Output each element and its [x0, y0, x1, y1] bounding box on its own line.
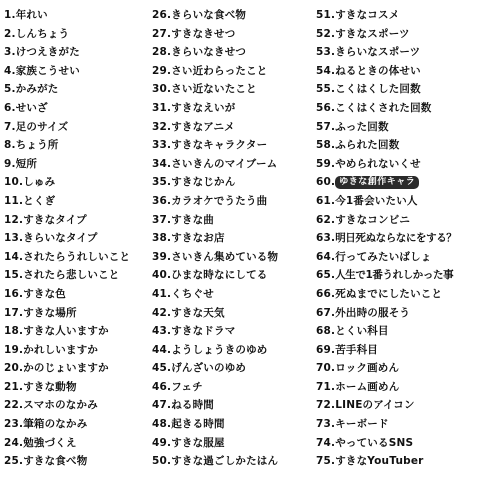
item-number: 22.	[4, 399, 24, 412]
item-text: きらいなタイプ	[23, 232, 98, 245]
item-number: 51.	[316, 9, 336, 21]
item-text: 年れい	[15, 9, 48, 21]
item-number: 9.	[4, 157, 16, 170]
item-text: 今1番会いたい人	[335, 194, 418, 207]
item-text: こくはくした回数	[335, 83, 421, 96]
list-item	[316, 192, 480, 211]
item-number: 14.	[4, 250, 24, 263]
item-number: 8.	[4, 139, 16, 152]
list-item	[152, 229, 314, 248]
list-item	[316, 415, 480, 434]
item-text: ねる時間	[171, 399, 215, 412]
item-text: すきな過ごしかたはん	[171, 455, 279, 468]
list-item	[152, 80, 314, 99]
item-number: 60.	[316, 176, 336, 189]
list-item	[4, 248, 150, 267]
item-text: とくぎ	[23, 194, 56, 207]
list-item	[152, 285, 314, 304]
list-item	[316, 304, 480, 323]
list-item	[316, 6, 480, 25]
item-text: すきなYouTuber	[335, 455, 424, 468]
list-item	[152, 211, 314, 230]
item-number: 72.	[316, 399, 336, 412]
list-item	[152, 136, 314, 155]
list-item	[4, 229, 150, 248]
item-text: 行ってみたいばしょ	[335, 250, 432, 263]
item-number: 45.	[152, 362, 172, 375]
item-text: 外出時の服そう	[335, 306, 411, 319]
list-item	[316, 118, 480, 137]
list-item	[316, 173, 480, 192]
list-item	[4, 80, 150, 99]
item-text: 勉強づくえ	[23, 436, 77, 449]
item-number: 54.	[316, 64, 336, 77]
item-number: 29.	[152, 64, 172, 77]
watermark-stamp: ゆきな創作キャラ	[335, 176, 419, 189]
list-item	[4, 322, 150, 341]
item-number: 48.	[152, 418, 172, 431]
item-text: かれしいますか	[23, 343, 99, 356]
list-item	[4, 62, 150, 81]
list-item	[316, 211, 480, 230]
list-item	[4, 285, 150, 304]
list-item	[316, 248, 480, 267]
list-item	[152, 415, 314, 434]
item-number: 15.	[4, 269, 24, 282]
item-text: きらいなきせつ	[171, 46, 247, 59]
item-number: 61.	[316, 194, 336, 207]
list-item	[152, 43, 314, 62]
item-text: しんちょう	[15, 27, 70, 40]
item-number: 39.	[152, 250, 172, 263]
item-number: 65.	[316, 269, 336, 282]
list-item	[4, 192, 150, 211]
item-text: すきなきせつ	[171, 27, 236, 40]
item-text: 短所	[15, 157, 38, 170]
list-item	[316, 396, 480, 415]
item-text: 死ぬまでにしたいこと	[335, 287, 443, 300]
list-item	[4, 415, 150, 434]
list-item	[316, 434, 480, 453]
item-text: けつえきがた	[15, 46, 80, 59]
list-item	[4, 378, 150, 397]
list-item	[152, 266, 314, 285]
item-text: 筆箱のなかみ	[23, 418, 88, 431]
list-item	[316, 266, 480, 285]
item-text: すきなコンビニ	[335, 213, 411, 226]
item-text: すきな食べ物	[23, 455, 88, 468]
item-number: 23.	[4, 418, 24, 431]
question-column-2	[152, 6, 314, 471]
item-text: きらいな食べ物	[171, 9, 247, 21]
list-item	[152, 62, 314, 81]
item-text: きらいなスポーツ	[335, 46, 421, 59]
item-text: かのじょいますか	[23, 362, 109, 375]
list-item	[4, 136, 150, 155]
item-text: 人生で1番うれしかった事	[335, 269, 454, 282]
item-number: 38.	[152, 232, 172, 245]
item-text: さいきんのマイブーム	[171, 157, 278, 170]
list-item	[152, 248, 314, 267]
list-item	[152, 341, 314, 360]
list-item	[316, 378, 480, 397]
list-item	[152, 173, 314, 192]
list-item	[316, 229, 480, 248]
item-text: すきな人いますか	[23, 325, 109, 338]
list-item	[4, 304, 150, 323]
item-text: ひまな時なにしてる	[171, 269, 268, 282]
list-item	[316, 136, 480, 155]
item-number: 50.	[152, 455, 172, 468]
item-number: 68.	[316, 325, 336, 338]
item-number: 75.	[316, 455, 336, 468]
list-item	[4, 99, 150, 118]
item-number: 74.	[316, 436, 336, 449]
item-text: LINEのアイコン	[335, 399, 415, 412]
list-item	[4, 25, 150, 44]
list-item	[4, 341, 150, 360]
item-text: キーボード	[335, 418, 389, 431]
question-column-3	[316, 6, 480, 471]
list-item	[152, 304, 314, 323]
item-number: 10.	[4, 176, 24, 189]
item-number: 69.	[316, 343, 336, 356]
list-item	[4, 6, 150, 25]
item-number: 19.	[4, 343, 24, 356]
list-item	[4, 359, 150, 378]
item-number: 49.	[152, 436, 172, 449]
item-number: 12.	[4, 213, 24, 226]
item-number: 52.	[316, 27, 336, 40]
item-text: とくい科目	[335, 325, 389, 338]
item-text: せいざ	[15, 101, 48, 114]
item-number: 53.	[316, 46, 336, 59]
list-item	[4, 211, 150, 230]
item-text: ちょう所	[15, 139, 59, 152]
item-text: さいきん集めている物	[171, 250, 279, 263]
list-item	[316, 452, 480, 471]
item-text: 家族こうせい	[15, 64, 80, 77]
item-number: 42.	[152, 306, 172, 319]
item-text: やめられないくせ	[335, 157, 421, 170]
item-number: 21.	[4, 380, 24, 393]
item-text: すきな場所	[23, 306, 77, 319]
list-item	[316, 359, 480, 378]
item-number: 32.	[152, 120, 172, 133]
item-text: カラオケでうたう曲	[171, 194, 268, 207]
item-number: 46.	[152, 380, 172, 393]
item-text: すきなえいが	[171, 101, 236, 114]
item-number: 7.	[4, 120, 16, 133]
item-number: 47.	[152, 399, 172, 412]
item-text: すきなスポーツ	[335, 27, 410, 40]
item-text: フェチ	[171, 380, 203, 393]
list-item	[152, 452, 314, 471]
item-text: すきな曲	[171, 213, 215, 226]
item-number: 17.	[4, 306, 24, 319]
item-text: ロック画めん	[335, 362, 400, 375]
item-text: さい近わらったこと	[171, 64, 268, 77]
item-text: すきなお店	[171, 232, 225, 245]
item-number: 4.	[4, 64, 16, 77]
list-item	[152, 359, 314, 378]
list-item	[4, 452, 150, 471]
item-number: 16.	[4, 287, 24, 300]
item-number: 67.	[316, 306, 336, 319]
list-item	[152, 192, 314, 211]
item-text: げんざいのゆめ	[171, 362, 247, 375]
list-item	[316, 285, 480, 304]
list-item	[316, 80, 480, 99]
list-item	[316, 43, 480, 62]
item-text: されたらうれしいこと	[23, 250, 131, 263]
item-text: すきな色	[23, 287, 67, 300]
item-text: 起きる時間	[171, 418, 225, 431]
item-text: ホーム画めん	[335, 380, 400, 393]
item-number: 37.	[152, 213, 172, 226]
list-item	[4, 118, 150, 137]
list-item	[316, 341, 480, 360]
item-number: 18.	[4, 325, 24, 338]
list-item	[4, 434, 150, 453]
item-text: すきな服屋	[171, 436, 225, 449]
item-text: 明日死ぬならなにをする？	[335, 232, 457, 245]
item-text: すきなアニメ	[171, 120, 235, 133]
item-number: 31.	[152, 101, 172, 114]
item-number: 71.	[316, 380, 336, 393]
item-number: 28.	[152, 46, 172, 59]
item-number: 57.	[316, 120, 336, 133]
list-item	[4, 173, 150, 192]
list-item	[316, 99, 480, 118]
item-text: すきなドラマ	[171, 325, 236, 338]
item-number: 73.	[316, 418, 336, 431]
item-number: 27.	[152, 27, 172, 40]
item-number: 40.	[152, 269, 172, 282]
list-item	[152, 99, 314, 118]
list-item	[4, 396, 150, 415]
item-number: 35.	[152, 176, 172, 189]
list-item	[4, 266, 150, 285]
list-item	[152, 25, 314, 44]
item-number: 41.	[152, 287, 172, 300]
list-item	[316, 155, 480, 174]
item-text: くちぐせ	[171, 287, 215, 300]
item-text: されたら悲しいこと	[23, 269, 120, 282]
question-column-1	[4, 6, 150, 471]
item-text: すきな動物	[23, 380, 77, 393]
item-number: 3.	[4, 46, 16, 59]
item-number: 13.	[4, 232, 24, 245]
item-number: 56.	[316, 101, 336, 114]
item-text: かみがた	[15, 83, 59, 96]
item-text: すきなキャラクター	[171, 139, 268, 152]
list-item	[152, 322, 314, 341]
item-number: 58.	[316, 139, 336, 152]
item-number: 66.	[316, 287, 336, 300]
list-item	[152, 378, 314, 397]
list-item	[4, 43, 150, 62]
item-text: スマホのなかみ	[23, 399, 98, 412]
list-item	[316, 62, 480, 81]
list-item	[152, 118, 314, 137]
item-text: 足のサイズ	[15, 120, 69, 133]
item-text: さい近ないたこと	[171, 83, 257, 96]
item-text: ふった回数	[335, 120, 389, 133]
item-text: ふられた回数	[335, 139, 400, 152]
item-number: 36.	[152, 194, 172, 207]
item-text: やっているSNS	[335, 436, 414, 449]
item-text: すきなタイプ	[23, 213, 87, 226]
item-text: すきなコスメ	[335, 9, 400, 21]
item-number: 24.	[4, 436, 24, 449]
list-item	[152, 6, 314, 25]
item-number: 6.	[4, 101, 16, 114]
item-text: すきなじかん	[171, 176, 236, 189]
item-number: 70.	[316, 362, 336, 375]
item-text: すきな天気	[171, 306, 225, 319]
item-number: 43.	[152, 325, 172, 338]
item-number: 25.	[4, 455, 24, 468]
list-item	[4, 155, 150, 174]
item-text: 苦手科目	[335, 343, 379, 356]
item-number: 55.	[316, 83, 336, 96]
item-number: 59.	[316, 157, 336, 170]
item-number: 64.	[316, 250, 336, 263]
list-item	[316, 322, 480, 341]
item-text: しゅみ	[23, 176, 56, 189]
item-number: 44.	[152, 343, 172, 356]
item-number: 26.	[152, 9, 172, 21]
item-number: 5.	[4, 83, 16, 96]
list-item	[316, 25, 480, 44]
item-number: 1.	[4, 9, 16, 21]
item-number: 63.	[316, 232, 336, 245]
item-text: ようしょうきのゆめ	[171, 343, 268, 356]
list-item	[152, 155, 314, 174]
list-item	[152, 434, 314, 453]
item-number: 11.	[4, 194, 24, 207]
list-item	[152, 396, 314, 415]
item-number: 20.	[4, 362, 24, 375]
item-text: こくはくされた回数	[335, 101, 432, 114]
item-number: 2.	[4, 27, 16, 40]
item-number: 30.	[152, 83, 172, 96]
item-number: 62.	[316, 213, 336, 226]
item-text: ねるときの体せい	[335, 64, 421, 77]
item-number: 33.	[152, 139, 172, 152]
item-number: 34.	[152, 157, 172, 170]
